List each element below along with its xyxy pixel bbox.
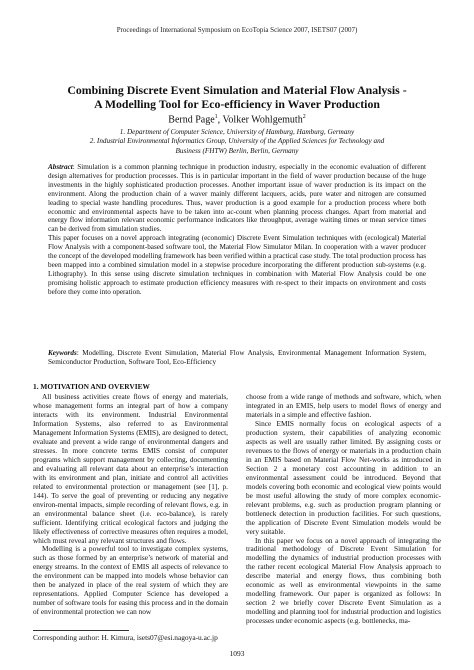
keywords-text: : Modelling, Discrete Event Simulation, Material Flow Analysis, Environmental Management Information System, Semiconductor Production, Software Tool, Eco-Efficiency [48, 349, 426, 366]
author-1-affiliation-mark: 1 [214, 114, 218, 120]
left-paragraph-1: All business activities create flows of energy and materials, whose management forms an integral part of how a company interacts with its environment. Industrial Environmental Information Systems, also referred to as Environmental Management Information Systems (EMIS), are designed to detect, evaluate and prevent a wide range of environmental dangers and stresses. In more concrete terms EMIS consist of computer programs which support management by collecting, documenting and evaluating all relevant data about an enterprise’s interaction with its environment and plan, initiate and control all activities related to environmental protection or management (see [1], p. 144). To serve the goal of preventing or reducing any negative environ-mental impacts, simple recording of relevant flows, e.g. in an environmental balance sheet (i.e. eco-balance), is rarely sufficient. Identifying critical ecological factors and judging the likely effectiveness of corrective measures often requires a model, which must reveal any relevant structures and flows. [33, 393, 228, 545]
left-paragraph-2: Modelling is a powerful tool to investigate complex systems, such as those formed by an enterprise’s network of material and energy streams. In the context of EMIS all aspects of relevance to the environment can be mapped into models whose behavior can then be analyzed in place of the real system of which they are representations. Applied Computer Science has developed a number of software tools for easing this process and in the domain of environmental protection we can now [33, 544, 228, 617]
paper-title [40, 83, 434, 111]
abstract-text-1: : Simulation is a common planning technique in production industry, especially in the economic evaluation of different design alternatives for production processes. This is in particular important in the field of waver production because of the huge investments in the highly sophisticated production processes. Another important issue of waver production is its impact on the environment. Along the production chain of a waver mainly different lacquers, acids, pure water and nitrogen are consumed leading to special waste handling procedures. Thus, waver production is a good example for a production process where both economic and environmental aspects have to be taken into ac-count when planning process changes. Apart from material and energy flow information relevant economic performance indicators like throughput, average waiting times or mean service times can be derived from simulation studies. [48, 163, 426, 234]
keywords-label: Keywords [48, 349, 77, 357]
keywords [48, 349, 426, 367]
proceedings-header: Proceedings of International Symposium on EcoTopia Science 2007, ISETS07 (2007) [116, 26, 358, 34]
author-2-affiliation-mark: 2 [302, 114, 306, 120]
affiliation-2-continued: Business (FHTW) Berlin, Berlin, Germany [175, 146, 299, 155]
right-paragraph-3: In this paper we focus on a novel approach of integrating the traditional methodology of Discrete Event Simulation for modelling the dynamics of industrial production processes with the rather recent ecological Material Flow Analysis approach to describe material and energy flows, thus combining both economic as well as environmental viewpoints in the same modelling framework. Our paper is organized as follows: In section 2 we briefly cover Discrete Event Simulation as a modelling and planning tool for industrial production and logistics processes under economic aspects (e.g. bottlenecks, ma- [246, 535, 441, 626]
author-1: Bernd Page [168, 114, 215, 126]
abstract-paragraph-1 [48, 163, 426, 234]
author-list [40, 111, 434, 126]
affiliation-2: 2. Industrial Environmental Informatics Group, University of the Applied Sciences for Technology and [89, 137, 385, 146]
footnote-rule [33, 630, 129, 631]
author-2: Volker Wohlgemuth [222, 114, 303, 126]
title-line-2: A Modelling Tool for Eco-efficiency in Waver Production [94, 97, 380, 111]
abstract [48, 163, 426, 297]
right-paragraph-2: Since EMIS normally focus on ecological aspects of a production system, their capabilities of analyzing economic aspects as well are usually rather limited. By assigning costs or revenues to the flows of energy or materials in a production chain in an EMIS based on Material Flow Net-works as introduced in Section 2 a monetary cost accounting in addition to an environmental assessment could be introduced. Beyond that models covering both economic and ecological view points would be most useful allowing the study of more complex economic-relevant problems, e.g. such as production program planning or bottleneck detection in production facilities. For such questions, the application of Discrete Event Simulation models would be very suitable. [246, 418, 441, 536]
abstract-label: Abstract [48, 163, 73, 171]
author-separator: , [217, 114, 223, 126]
page-number: 1093 [229, 649, 245, 658]
abstract-paragraph-2: This paper focuses on a novel approach integrating (economic) Discrete Event Simulation techniques with (ecological) Material Flow Analysis with a component-based software tool, the Material Flow Simulator Milan. In cooperation with a waver producer the concept of the developed modelling framework has been verified within a practical case study. The total production process has been mapped into a combined simulation model in a stepwise procedure incorporating the different production sub-systems (e.g. Lithography). In this sense using discrete simulation techniques in combination with Material Flow Analysis could be one promising holistic approach to estimate production efficiency measures with re-spect to their impacts on environment and costs before they come into operation. [48, 234, 426, 296]
right-paragraph-1: choose from a wide range of methods and software, which, when integrated in an EMIS, help users to model flows of energy and materials in a simple and effective fashion. [246, 393, 441, 419]
right-column [246, 393, 441, 626]
title-line-1: Combining Discrete Event Simulation and Material Flow Analysis - [67, 83, 407, 97]
affiliation-1: 1. Department of Computer Science, University of Hamburg, Hamburg, Germany [119, 128, 355, 136]
affiliations [48, 128, 426, 156]
corresponding-author-footnote: Corresponding author: H. Kimura, isets07@esi.nagoya-u.ac.jp [33, 633, 218, 642]
section-heading: 1. MOTIVATION AND OVERVIEW [33, 382, 150, 391]
left-column [33, 393, 228, 626]
